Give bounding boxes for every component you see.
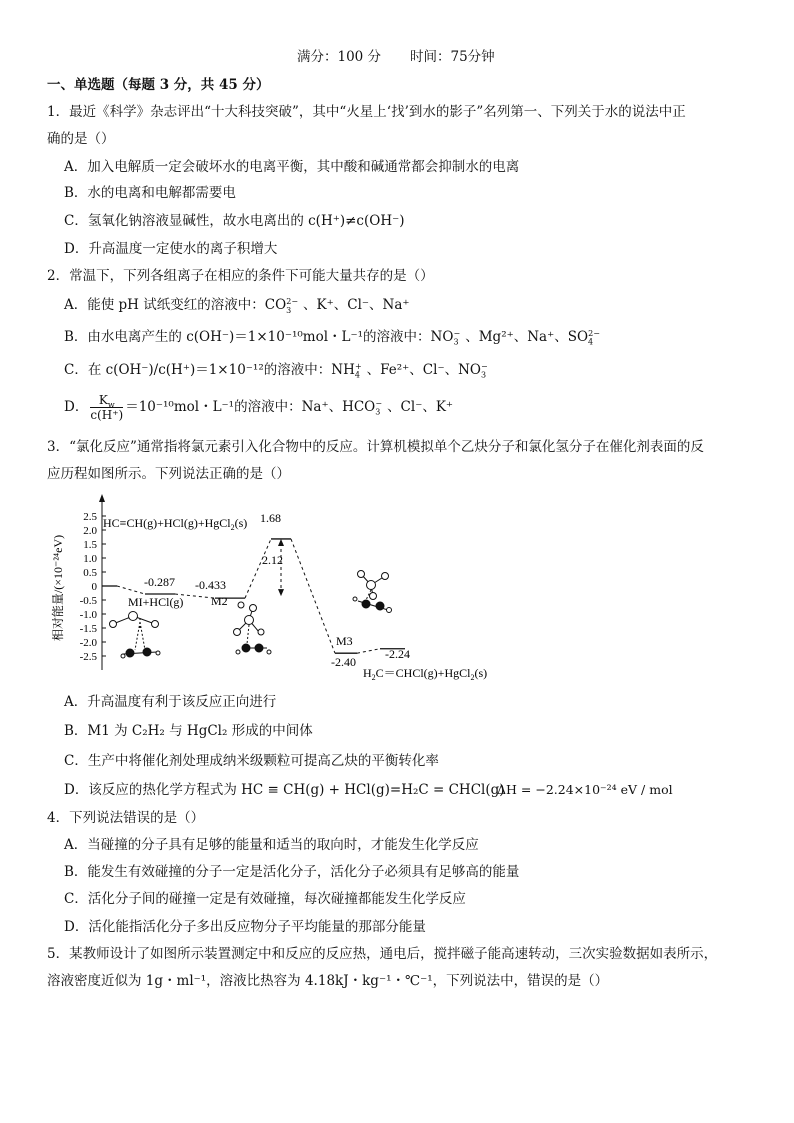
y-tick-label: -2.0 xyxy=(79,637,97,649)
q2-stem: 2．常温下，下列各组离子在相应的条件下可能大量共存的是（） xyxy=(47,268,434,284)
energy-connector xyxy=(117,586,145,594)
m3-value: -2.40 xyxy=(331,655,356,669)
y-tick-label: 1.5 xyxy=(83,539,97,551)
q1-option-b: B．水的电离和电解都需要电 xyxy=(64,185,236,201)
q2-a-tail: 、K⁺、Cl⁻、Na⁺ xyxy=(303,297,410,313)
m1-label: MI+HCl(g) xyxy=(128,595,184,609)
m2-value: -0.433 xyxy=(195,578,226,592)
q2-d-label: D． xyxy=(64,399,89,415)
energy-profile-chart xyxy=(45,492,515,687)
q5-stem-1: 5．某教师设计了如图所示装置测定中和反应的反应热，通电后，搅拌磁子能高速转动，三次实验数据如表所示， xyxy=(47,946,718,962)
gap-arrow-down xyxy=(278,589,284,596)
section-title: 一、单选题（每题 3 分，共 45 分） xyxy=(47,77,270,93)
q2-option-d: D． $\frac{K_w}{c(H^+)}$ ＝10⁻¹⁰mol・L⁻¹的溶液中：Na⁺、$HCO_3^-$ 、Cl⁻、K⁺ xyxy=(64,393,454,422)
q2-d-text: ＝10⁻¹⁰mol・L⁻¹的溶液中：Na⁺、HCO xyxy=(125,399,376,415)
q4-option-c: C．活化分子间的碰撞一定是有效碰撞，每次碰撞都能发生化学反应 xyxy=(64,891,466,907)
m2-molecule-icon xyxy=(234,602,272,654)
q1-stem-1: 1．最近《科学》杂志评出“十大科技突破”，其中“火星上‘找’到水的影子”名列第一、下列关于水的说法中正 xyxy=(47,104,686,120)
q3-option-d: D．该反应的热化学方程式为 HC ≡ CH(g) + HCl(g)=H₂C = CHCl(g) xyxy=(64,782,505,798)
m1-value: -0.287 xyxy=(144,575,175,589)
gap-value: 2.12 xyxy=(262,553,283,567)
q1-option-a: A．加入电解质一定会破坏水的电离平衡，其中酸和碱通常都会抑制水的电离 xyxy=(64,159,520,175)
m2-label: M2 xyxy=(211,594,228,608)
kw-fraction: $\frac{K_w}{c(H^+)}$ xyxy=(90,393,124,422)
q3-option-c: C．生产中将催化剂处理成纳米级颗粒可提高乙炔的平衡转化率 xyxy=(64,753,439,769)
q2-b-text: B．由水电离产生的 c(OH⁻)＝1×10⁻¹⁰mol・L⁻¹的溶液中：NO xyxy=(64,329,454,345)
q4-stem: 4．下列说法错误的是（） xyxy=(47,810,205,826)
y-tick-label: 0.5 xyxy=(83,567,97,579)
m1-molecule-icon xyxy=(110,612,161,659)
m3-label: M3 xyxy=(336,634,353,648)
y-tick-label: -1.0 xyxy=(79,609,97,621)
q2-a-text: A．能使 pH 试纸变红的溶液中：CO xyxy=(64,297,287,313)
q2-c-mid: 、Fe²⁺、Cl⁻、NO xyxy=(366,362,481,378)
reactant-label: HC≡CH(g)+HCl(g)+HgCl$_2$(s) xyxy=(103,516,248,532)
q3-stem-1: 3．“氯化反应”通常指将氯元素引入化合物中的反应。计算机模拟单个乙炔分子和氯化氢分子在催化剂表面的反 xyxy=(47,439,704,455)
score-text: 满分：100 分 xyxy=(297,49,382,65)
time-text: 时间：75分钟 xyxy=(410,49,495,65)
q3-option-b: B．M1 为 C₂H₂ 与 HgCl₂ 形成的中间体 xyxy=(64,723,313,739)
q4-option-b: B．能发生有效碰撞的分子一定是活化分子，活化分子必须具有足够高的能量 xyxy=(64,864,520,880)
energy-connector xyxy=(357,649,380,653)
kw-numerator: K xyxy=(98,393,108,407)
y-tick-label: -1.5 xyxy=(79,623,97,635)
m3-molecule-icon xyxy=(353,571,392,613)
q2-option-c: C．在 c(OH⁻)/c(H⁺)＝1×10⁻¹²的溶液中：$NH_4^+$ 、Fe²⁺、Cl⁻、$NO_3^-$ xyxy=(64,361,488,380)
q3-option-d-dh: ΔH = −2.24×10⁻²⁴ eV / mol xyxy=(497,782,673,797)
product-label: $H_2C=CHCl(g)+HgCl_2(s)$ xyxy=(363,666,488,682)
kw-denominator: c(H⁺) xyxy=(90,408,124,422)
y-tick-label: 0 xyxy=(91,581,97,593)
y-tick-label: -2.5 xyxy=(79,651,97,663)
y-tick-label: 1.0 xyxy=(83,553,97,565)
q3-stem-2: 应历程如图所示。下列说法正确的是（） xyxy=(47,466,290,482)
gap-arrow-up xyxy=(278,539,284,546)
q3-option-a: A．升高温度有利于该反应正向进行 xyxy=(64,694,277,710)
energy-connector xyxy=(245,539,271,598)
y-tick-label: 2.5 xyxy=(83,511,97,523)
q1-option-c: C．氢氧化钠溶液显碱性，故水电离出的 c(H⁺)≠c(OH⁻) xyxy=(64,213,405,229)
ts-value: 1.68 xyxy=(260,511,281,525)
y-tick-label: 2.0 xyxy=(83,525,97,537)
energy-connector xyxy=(291,539,335,653)
q4-option-a: A．当碰撞的分子具有足够的能量和适当的取向时，才能发生化学反应 xyxy=(64,837,479,853)
q2-option-a: A．能使 pH 试纸变红的溶液中：$CO_3^{2-}$ 、K⁺、Cl⁻、Na⁺ xyxy=(64,296,410,315)
q4-option-d: D．活化能指活化分子多出反应物分子平均能量的那部分能量 xyxy=(64,919,426,935)
q2-b-mid: 、Mg²⁺、Na⁺、SO xyxy=(465,329,589,345)
q2-c-text: C．在 c(OH⁻)/c(H⁺)＝1×10⁻¹²的溶液中：NH xyxy=(64,362,355,378)
q2-d-tail: 、Cl⁻、K⁺ xyxy=(387,399,454,415)
q2-option-b: B．由水电离产生的 c(OH⁻)＝1×10⁻¹⁰mol・L⁻¹的溶液中：$NO_3^-$ 、Mg²⁺、Na⁺、$SO_4^{2-}$ xyxy=(64,328,600,347)
product-value: -2.24 xyxy=(385,647,410,661)
y-tick-label: -0.5 xyxy=(79,595,97,607)
y-axis-title: 相对能量/(×10⁻²⁴eV) xyxy=(51,534,65,642)
q5-stem-2: 溶液密度近似为 1g・ml⁻¹，溶液比热容为 4.18kJ・kg⁻¹・℃⁻¹，下列说法中，错误的是（） xyxy=(47,973,609,989)
q1-stem-2: 确的是（） xyxy=(47,131,115,147)
y-axis-arrow xyxy=(99,494,105,502)
q1-option-d: D．升高温度一定使水的离子积增大 xyxy=(64,241,278,257)
